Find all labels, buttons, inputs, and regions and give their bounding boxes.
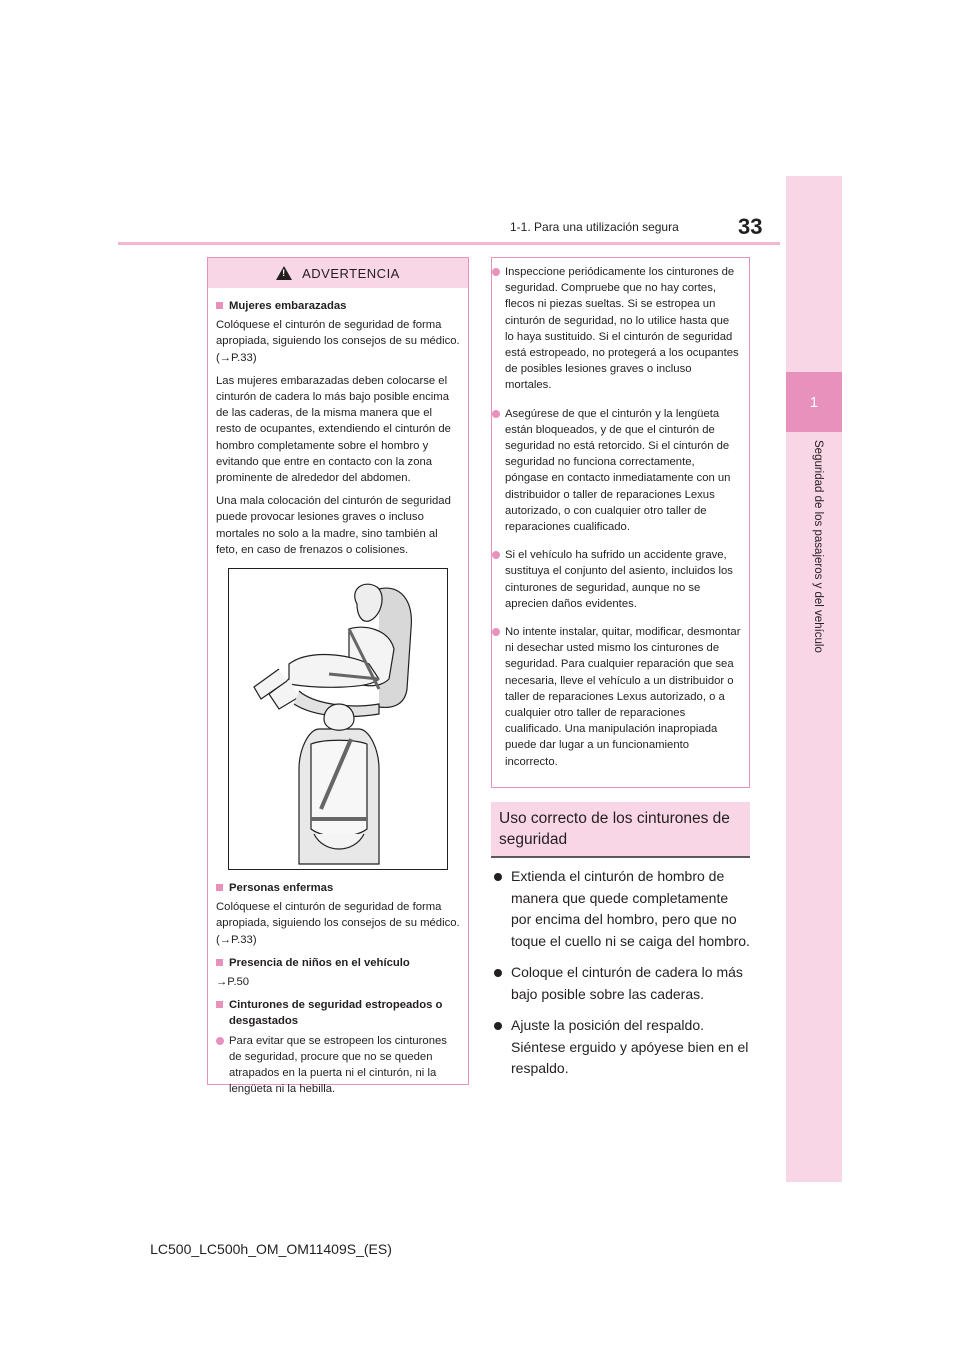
- header-rule: [118, 242, 780, 245]
- section-title: 1-1. Para una utilización segura: [510, 220, 679, 234]
- bullet-icon: [494, 873, 502, 881]
- bullet-icon: [492, 628, 500, 636]
- paragraph: Colóquese el cinturón de seguridad de forma apropiada, siguiendo los consejos de su médico. (→P.33): [216, 901, 460, 946]
- bullet-icon: [492, 268, 500, 276]
- square-bullet-icon: [216, 1001, 223, 1008]
- bullet-icon: [494, 1022, 502, 1030]
- bullet-icon: [494, 969, 502, 977]
- subheading-children: Presencia de niños en el vehículo: [216, 955, 460, 971]
- paragraph: Una mala colocación del cinturón de seguridad puede provocar lesiones graves o incluso mortales no solo a la madre, sino también al feto, en caso de frenazos o colisiones.: [216, 495, 451, 556]
- paragraph-reference: →P.50: [216, 976, 250, 989]
- document-code-footer: LC500_LC500h_OM_OM11409S_(ES): [150, 1241, 392, 1257]
- chapter-number-tab: 1: [786, 372, 842, 432]
- bullet-icon: [216, 1037, 224, 1045]
- bullet-icon: [492, 551, 500, 559]
- subheading-pregnant: Mujeres embarazadas: [216, 298, 460, 314]
- square-bullet-icon: [216, 302, 223, 309]
- pregnant-seatbelt-illustration: [228, 568, 448, 870]
- square-bullet-icon: [216, 959, 223, 966]
- subheading-damaged-belts: Cinturones de seguridad estropeados o desgastados: [216, 997, 460, 1029]
- paragraph: Las mujeres embarazadas deben colocarse el cinturón de cadera lo más bajo posible encima de las caderas, de la misma manera que el resto de ocupantes, extendiendo el cinturón de hombro completamente sobre el hombro y evitando que entre en contacto con la zona prominente de alrededor del abdomen.: [216, 374, 451, 485]
- list-item: Extienda el cinturón de hombro de manera que quede completamente por encima del hombro, pero que no toque el cuello ni se caiga del hombro.: [491, 866, 750, 952]
- square-bullet-icon: [216, 884, 223, 891]
- list-item: Para evitar que se estropeen los cinturones de seguridad, procure que no se queden atrapados en la puerta ni el cinturón, ni la lengüeta ni la hebilla.: [216, 1033, 460, 1098]
- chapter-label: Seguridad de los pasajeros y del vehículo: [812, 440, 824, 653]
- list-item: Inspeccione periódicamente los cinturones de seguridad. Compruebe que no hay cortes, flecos ni piezas sueltas. Si se estropea un cinturón de seguridad, no lo utilice hasta que lo haya sustituido. Si el cinturón de seguridad está estropeado, no protegerá a los ocupantes de posibles lesiones graves o incluso mortales.: [492, 264, 741, 394]
- list-item: Coloque el cinturón de cadera lo más bajo posible sobre las caderas.: [491, 962, 750, 1005]
- main-instructions: [491, 866, 750, 1090]
- list-item: Ajuste la posición del respaldo. Siéntese erguido y apóyese bien en el respaldo.: [491, 1015, 750, 1080]
- warning-box: [207, 257, 469, 1096]
- bullet-icon: [492, 410, 500, 418]
- list-item: Asegúrese de que el cinturón y la lengüeta están bloqueados, y de que el cinturón de seguridad no está retorcido. Si el cinturón de seguridad no funciona correctamente, póngase en contacto inmediatamente con un distribuidor o taller de reparaciones Lexus autorizado, o con cualquier otro taller de reparaciones cualificado.: [492, 406, 741, 536]
- page-number: 33: [738, 214, 763, 239]
- warning-title: ADVERTENCIA: [302, 265, 400, 281]
- list-item: No intente instalar, quitar, modificar, desmontar ni desechar usted mismo los cinturones de seguridad. Para cualquier reparación que sea necesaria, lleve el vehículo a un distribuidor o taller de reparaciones Lexus autorizado, o a cualquier otro taller de reparaciones cualificado. Una manipulación inapropiada puede dar lugar a un funcionamiento incorrecto.: [492, 624, 741, 770]
- warning-continued-box: [491, 257, 750, 788]
- paragraph: Colóquese el cinturón de seguridad de forma apropiada, siguiendo los consejos de su médico. (→P.33): [216, 319, 460, 364]
- subheading-sick: Personas enfermas: [216, 880, 460, 896]
- list-item: Si el vehículo ha sufrido un accidente grave, sustituya el conjunto del asiento, incluidos los cinturones de seguridad, aunque no se aprecien daños evidentes.: [492, 547, 741, 612]
- illustration-svg: [229, 569, 447, 869]
- warning-triangle-icon: [276, 266, 292, 280]
- section-heading: Uso correcto de los cinturones de seguridad: [491, 802, 750, 858]
- warning-header: [208, 258, 468, 288]
